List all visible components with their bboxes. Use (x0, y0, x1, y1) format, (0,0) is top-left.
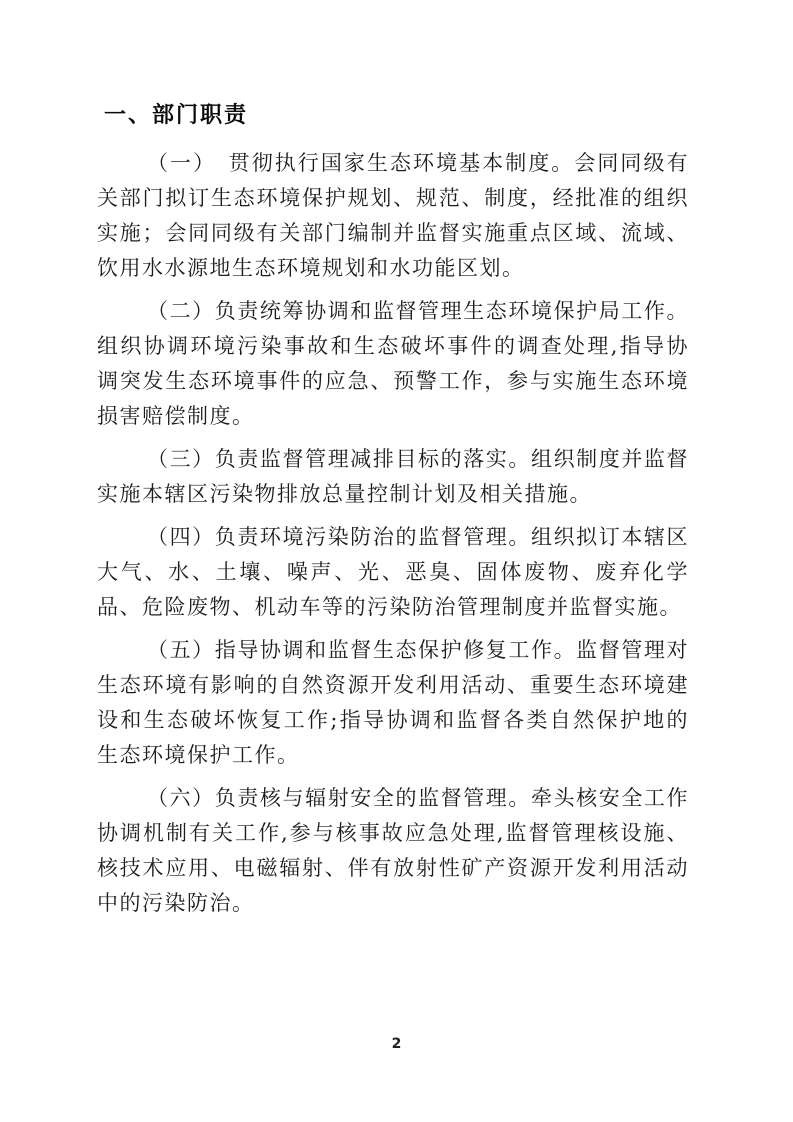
paragraph-duty-4: （四）负责环境污染防治的监督管理。组织拟订本辖区大气、水、土壤、噪声、光、恶臭、固体废物、废弃化学品、危险废物、机动车等的污染防治管理制度并监督实施。 (97, 525, 689, 619)
section-heading: 一、部门职责 (104, 103, 249, 128)
document-body (97, 146, 689, 921)
paragraph-duty-1: （一） 贯彻执行国家生态环境基本制度。会同同级有关部门拟订生态环境保护规划、规范、制度，经批准的组织实施；会同同级有关部门编制并监督实施重点区域、流域、饮用水水源地生态环境规划和水功能区划。 (97, 151, 689, 280)
paragraph-duty-3: （三）负责监督管理减排目标的落实。组织制度并监督实施本辖区污染物排放总量控制计划及相关措施。 (97, 447, 689, 506)
page-number: 2 (391, 1036, 402, 1052)
paragraph-duty-5: （五）指导协调和监督生态保护修复工作。监督管理对生态环境有影响的自然资源开发利用活动、重要生态环境建设和生态破坏恢复工作;指导协调和监督各类自然保护地的生态环境保护工作。 (97, 638, 689, 767)
paragraph-duty-6: （六）负责核与辐射安全的监督管理。牵头核安全工作协调机制有关工作,参与核事故应急处理,监督管理核设施、核技术应用、电磁辐射、伴有放射性矿产资源开发利用活动中的污染防治。 (97, 786, 689, 915)
paragraph-duty-2: （二）负责统筹协调和监督管理生态环境保护局工作。组织协调环境污染事故和生态破坏事件的调查处理,指导协调突发生态环境事件的应急、预警工作，参与实施生态环境损害赔偿制度。 (97, 299, 689, 428)
